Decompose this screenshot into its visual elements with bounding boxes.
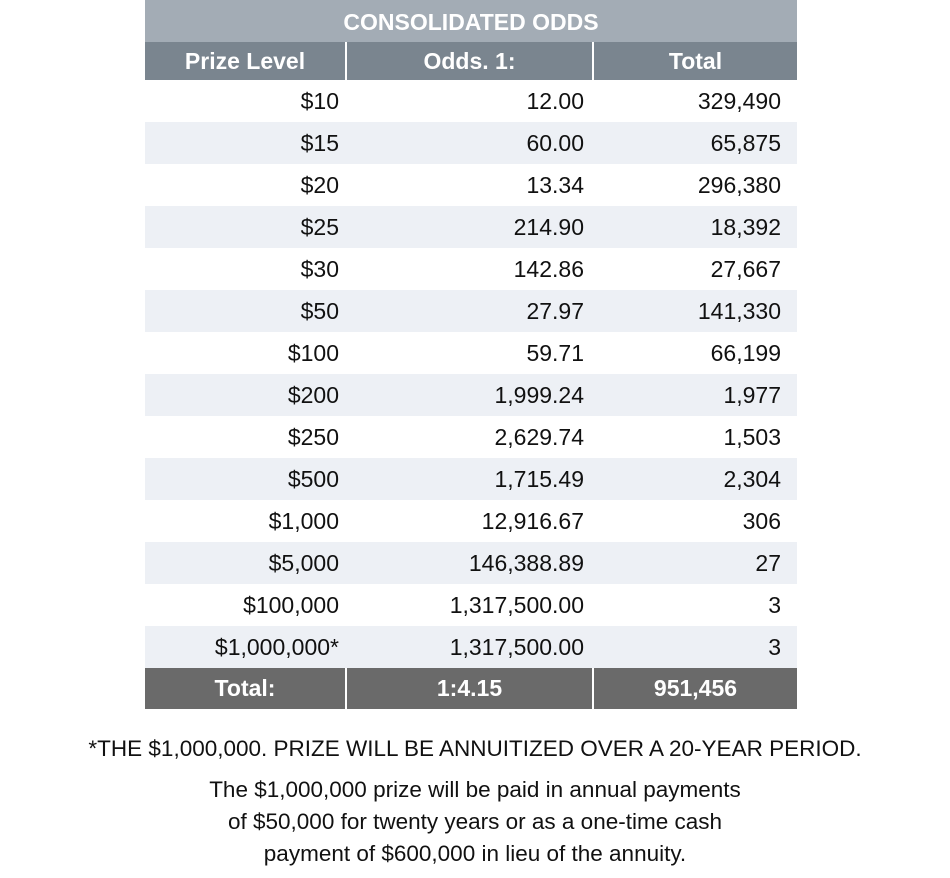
odds-cell: 1,999.24 <box>494 382 584 408</box>
table-row <box>145 164 797 206</box>
total-cell: 18,392 <box>710 214 781 240</box>
prize-cell: $30 <box>300 256 339 282</box>
prize-cell: $500 <box>287 466 339 492</box>
payment-note-line: payment of $600,000 in lieu of the annuity. <box>263 841 687 866</box>
odds-cell: 142.86 <box>513 256 584 282</box>
total-cell: 66,199 <box>710 340 781 366</box>
payment-note <box>0 774 950 870</box>
odds-cell: 1,715.49 <box>494 466 584 492</box>
total-cell: 3 <box>768 634 781 660</box>
prize-cell: $1,000 <box>268 508 339 534</box>
odds-cell: 12.00 <box>526 88 584 114</box>
total-count: 951,456 <box>592 668 797 709</box>
table-row <box>145 416 797 458</box>
total-odds: 1:4.15 <box>345 668 592 709</box>
header-total: Total <box>592 42 797 80</box>
total-cell: 141,330 <box>697 298 781 324</box>
table-row <box>145 458 797 500</box>
table-body <box>145 80 797 668</box>
table-row <box>145 122 797 164</box>
payment-note-line: The $1,000,000 prize will be paid in annual payments <box>209 777 741 802</box>
prize-cell: $1,000,000* <box>214 634 339 660</box>
odds-cell: 1,317,500.00 <box>449 634 584 660</box>
total-cell: 296,380 <box>697 172 781 198</box>
prize-cell: $200 <box>287 382 339 408</box>
odds-cell: 146,388.89 <box>468 550 584 576</box>
odds-cell: 13.34 <box>526 172 584 198</box>
table-row <box>145 206 797 248</box>
total-label: Total: <box>214 675 276 701</box>
table-row <box>145 248 797 290</box>
header-row <box>145 42 797 80</box>
total-cell: 1,977 <box>723 382 781 408</box>
odds-cell: 214.90 <box>513 214 584 240</box>
header-prize-level: Prize Level <box>184 48 306 74</box>
prize-cell: $5,000 <box>268 550 339 576</box>
payment-note-line: of $50,000 for twenty years or as a one-time cash <box>227 809 722 834</box>
prize-cell: $10 <box>300 88 339 114</box>
table-title: CONSOLIDATED ODDS <box>145 0 797 42</box>
odds-table <box>145 0 797 709</box>
prize-cell: $50 <box>300 298 339 324</box>
table-row <box>145 584 797 626</box>
prize-cell: $250 <box>287 424 339 450</box>
table-row <box>145 332 797 374</box>
total-cell: 27 <box>755 550 781 576</box>
table-row <box>145 626 797 668</box>
total-cell: 65,875 <box>710 130 781 156</box>
table-row <box>145 542 797 584</box>
table-row <box>145 500 797 542</box>
header-odds: Odds. 1: <box>345 42 592 80</box>
table-row <box>145 80 797 122</box>
total-row <box>145 668 797 709</box>
table-row <box>145 374 797 416</box>
odds-cell: 60.00 <box>526 130 584 156</box>
prize-cell: $15 <box>300 130 339 156</box>
total-cell: 2,304 <box>723 466 781 492</box>
table-row <box>145 290 797 332</box>
total-cell: 3 <box>768 592 781 618</box>
total-cell: 306 <box>742 508 781 534</box>
odds-cell: 12,916.67 <box>481 508 584 534</box>
prize-cell: $100,000 <box>243 592 339 618</box>
total-cell: 27,667 <box>710 256 781 282</box>
odds-cell: 1,317,500.00 <box>449 592 584 618</box>
prize-cell: $20 <box>300 172 339 198</box>
odds-cell: 2,629.74 <box>494 424 584 450</box>
total-cell: 329,490 <box>697 88 781 114</box>
prize-cell: $25 <box>300 214 339 240</box>
annuity-note: *THE $1,000,000. PRIZE WILL BE ANNUITIZED OVER A 20-YEAR PERIOD. <box>88 736 862 761</box>
odds-cell: 59.71 <box>526 340 584 366</box>
notes <box>0 732 950 870</box>
odds-cell: 27.97 <box>526 298 584 324</box>
prize-cell: $100 <box>287 340 339 366</box>
total-cell: 1,503 <box>723 424 781 450</box>
